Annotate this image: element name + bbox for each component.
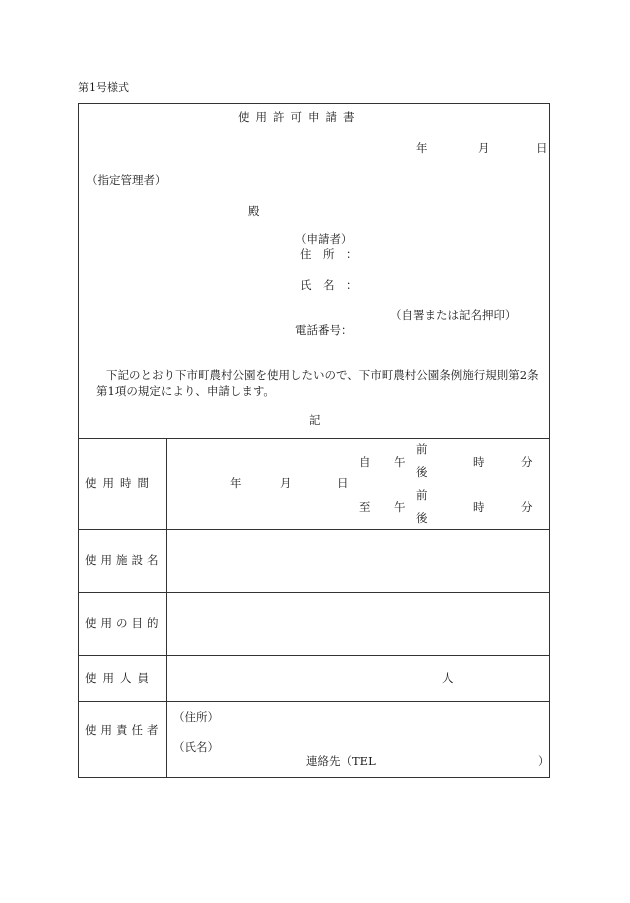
applicant-heading: （申請者） [295,232,353,246]
contact-close-paren: ） [538,754,550,768]
row-divider-2 [78,592,550,593]
to-hour: 時 [473,500,485,514]
signature-note: （自署または記名押印） [390,308,517,322]
date-year: 年 [416,141,428,155]
people-unit: 人 [442,671,454,685]
from-marker: 自 [359,455,371,469]
responsible-name: （氏名） [173,740,219,754]
table-top-border [78,438,550,439]
to-pm: 後 [416,511,428,525]
usage-time-month: 月 [280,476,292,490]
from-pm: 後 [416,465,428,479]
date-day: 日 [536,141,548,155]
applicant-address-label: 住 所 ： [300,247,358,261]
purpose-label: 使用の目的 [85,616,163,630]
responsible-address: （住所） [173,710,219,724]
date-month: 月 [478,141,490,155]
from-noon: 午 [394,455,406,469]
form-title: 使用許可申請書 [238,110,361,124]
row-divider-1 [78,529,550,530]
contact-tel-label: 連絡先（TEL [306,754,376,768]
responsible-label: 使用責任者 [85,723,163,737]
designated-manager: （指定管理者） [86,173,167,187]
to-am: 前 [416,488,428,502]
phone-label: 電話番号： [295,323,353,337]
row-divider-4 [78,701,550,702]
row-divider-3 [78,655,550,656]
usage-time-label: 使用時間 [85,476,155,490]
usage-time-year: 年 [230,476,242,490]
people-label: 使用人員 [85,671,155,685]
to-minute: 分 [521,500,533,514]
form-number: 第1号様式 [78,81,129,94]
to-noon: 午 [394,500,406,514]
body-text-line2: 第1項の規定により、申請します。 [96,384,275,398]
from-am: 前 [416,442,428,456]
body-text-line1: 下記のとおり下市町農村公園を使用したいので、下市町農村公園条例施行規則第2条 [106,368,539,382]
honorific: 殿 [248,204,260,218]
facility-name-label: 使用施設名 [85,553,163,567]
from-hour: 時 [473,455,485,469]
to-marker: 至 [359,500,371,514]
ki-marker: 記 [309,413,321,427]
applicant-name-label: 氏 名 ： [300,278,358,292]
label-column-divider [166,438,167,778]
usage-time-day: 日 [337,476,349,490]
from-minute: 分 [521,455,533,469]
